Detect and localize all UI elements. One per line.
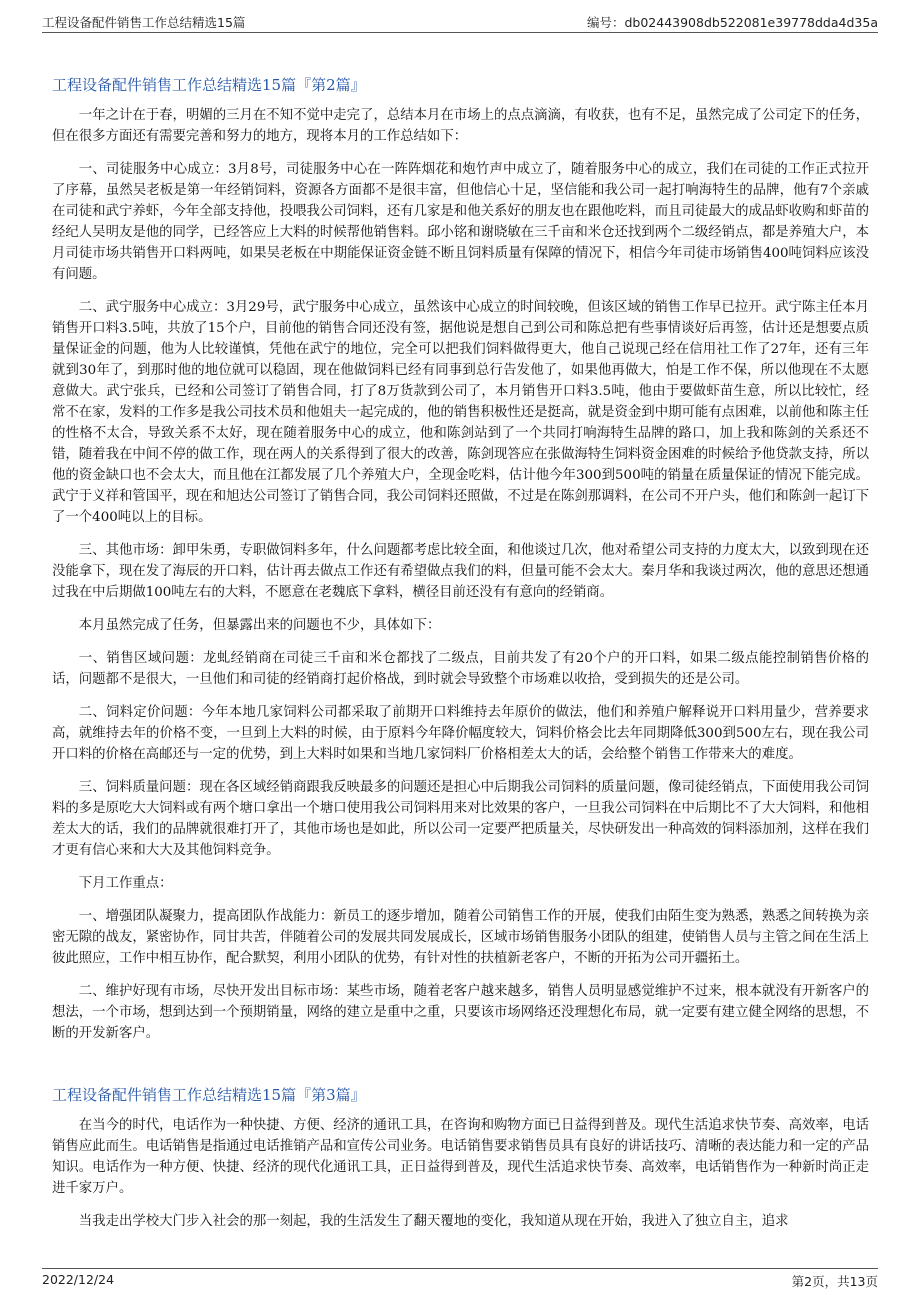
paragraph: 当我走出学校大门步入社会的那一刻起，我的生活发生了翻天覆地的变化，我知道从现在开始，我进入了独立自主，追求 — [78, 1214, 789, 1229]
paragraph: 一、司徒服务中心成立：3月8号，司徒服务中心在一阵阵烟花和炮竹声中成立了，随着服务中心的成立，我们在司徒的工作正式拉开了序幕，虽然吴老板是第一年经销饲料，资源各方面都不是很丰富，但他信心十足，坚信能和我公司一起打响海特生的品牌，他有7个亲戚在司徒和武宁养虾，今年全部支持他，投喂我公司饲料，还有几家是和他关系好的朋友也在跟他吃料，而且司徒最大的成品虾收购和虾苗的经纪人吴明友是他的同学，已经答应上大料的时候帮他销售料。邱小铭和谢晓敏在三千亩和米仓还找到两个二级经销点，都是养殖大户，本月司徒市场共销售开口料两吨，如果吴老板在中期能保证资金链不断且饲料质量有保障的情况下，相信今年司徒市场销售400吨饲料应该没有问题。 — [52, 162, 869, 282]
section-title: 工程设备配件销售工作总结精选15篇『第3篇』 — [52, 1086, 366, 1104]
document-title: 工程设备配件销售工作总结精选15篇 — [42, 15, 246, 30]
section-title: 工程设备配件销售工作总结精选15篇『第2篇』 — [52, 76, 366, 94]
section-2 — [52, 74, 869, 1044]
document-body — [52, 74, 869, 1272]
section-3 — [52, 1084, 869, 1232]
document-code: 编号：db02443908db522081e39778dda4d35a — [586, 15, 878, 30]
paragraph: 一、增强团队凝聚力，提高团队作战能力：新员工的逐步增加，随着公司销售工作的开展，使我们由陌生变为熟悉，熟悉之间转换为亲密无隙的战友，紧密协作，同甘共苦，伴随着公司的发展共同发展成长，区域市场销售服务小团队的组建，使销售人员与主管之间在生活上彼此照应，工作中相互协作，配合默契，利用小团队的优势，有针对性的扶植新老客户，不断的开拓为公司开疆拓土。 — [52, 909, 869, 966]
paragraph: 二、维护好现有市场，尽快开发出目标市场：某些市场，随着老客户越来越多，销售人员明显感觉维护不过来，根本就没有开新客户的想法，一个市场，想到达到一个预期销量，网络的建立是重中之重，只要该市场网络还没理想化布局，就一定要有建立健全网络的思想，不断的开发新客户。 — [52, 984, 869, 1041]
paragraph: 一年之计在于春，明媚的三月在不知不觉中走完了，总结本月在市场上的点点滴滴，有收获，也有不足，虽然完成了公司定下的任务，但在很多方面还有需要完善和努力的地方，现将本月的工作总结如下： — [52, 108, 869, 144]
paragraph: 二、武宁服务中心成立：3月29号，武宁服务中心成立，虽然该中心成立的时间较晚，但该区域的销售工作早已拉开。武宁陈主任本月销售开口料3.5吨，共放了15个户，目前他的销售合同还没有签，据他说是想自己到公司和陈总把有些事情谈好后再签，估计还是想要点质量保证金的问题，他为人比较谨慎，凭他在武宁的地位，完全可以把我们饲料做得更大，他自己说现己经在信用社工作了27年，还有三年就到30年了，到那时他的地位就可以稳固，现在他做饲料已经有同事到总行告发他了，如果他再做大，怕是工作不保，所以他现在不太愿意做大。武宁张兵，已经和公司签订了销售合同，打了8万货款到公司了，本月销售开口料3.5吨，他由于要做虾苗生意，所以比较忙，经常不在家，发料的工作多是我公司技术员和他姐夫一起完成的，他的销售积极性还是挺高，就是资金到中期可能有点困难，以前他和陈主任的性格不太合，导致关系不太好，现在随着服务中心的成立，他和陈剑站到了一个共同打响海特生品牌的路口，加上我和陈剑的关系还不错，随着我在中间不停的做工作，现在两人的关系得到了很大的改善，陈剑现答应在张做海特生饲料资金困难的时候给予他贷款支持，所以他的资金缺口也不会太大，而且他在江都发展了几个养殖大户，全现金吃料，估计他今年300到500吨的销量在质量保证的情况下能完成。武宁于义祥和管国平，现在和旭达公司签订了销售合同，我公司饲料还照做，不过是在陈剑那调料，在公司不开户头，他们和陈剑一起订下了一个400吨以上的目标。 — [52, 300, 869, 525]
paragraph: 二、饲料定价问题：今年本地几家饲料公司都采取了前期开口料维持去年原价的做法，他们和养殖户解释说开口料用量少，营养要求高，就维持去年的价格不变，一旦到上大料的时候，由于原料今年降价幅度较大，饲料价格会比去年同期降低300到500左右，现在我公司开口料的价格在高邮还与一定的优势，到上大料时如果和当地几家饲料厂价格相差太大的话，会给整个销售工作带来大的难度。 — [52, 705, 869, 762]
paragraph: 下月工作重点： — [78, 876, 173, 891]
page-header — [42, 10, 878, 33]
paragraph: 本月虽然完成了任务，但暴露出来的问题也不少，具体如下： — [78, 618, 441, 633]
paragraph: 在当今的时代，电话作为一种快捷、方便、经济的通讯工具，在咨询和购物方面已日益得到普及。现代生活追求快节奏、高效率，电话销售应此而生。电话销售是指通过电话推销产品和宣传公司业务。电话销售要求销售员具有良好的讲话技巧、清晰的表达能力和一定的产品知识。电话作为一种方便、快捷、经济的现代化通讯工具，正日益得到普及，现代生活追求快节奏、高效率，电话销售作为一种新时尚正走进千家万户。 — [52, 1118, 869, 1196]
paragraph: 三、饲料质量问题：现在各区域经销商跟我反映最多的问题还是担心中后期我公司饲料的质量问题，像司徒经销点，下面使用我公司饲料的多是原吃大大饲料或有两个塘口拿出一个塘口使用我公司饲料用来对比效果的客户，一旦我公司饲料在中后期比不了大大饲料，和他相差太大的话，我们的品牌就很难打开了，其他市场也是如此，所以公司一定要严把质量关，尽快研发出一种高效的饲料添加剂，这样在我们才更有信心来和大大及其他饲料竞争。 — [52, 780, 869, 858]
paragraph: 三、其他市场：卸甲朱勇，专职做饲料多年，什么问题都考虑比较全面，和他谈过几次，他对希望公司支持的力度太大，以致到现在还没能拿下，现在发了海辰的开口料，估计再去做点工作还有希望做点我们的料，但量可能不会太大。秦月华和我谈过两次，他的意思还想通过我在中后期做100吨左右的大料，不愿意在老魏底下拿料，横径目前还没有有意向的经销商。 — [52, 543, 869, 600]
footer-date: 2022/12/24 — [42, 1272, 115, 1287]
page-number: 第2页，共13页 — [791, 1274, 878, 1289]
paragraph: 一、销售区域问题：龙虬经销商在司徒三千亩和米仓都找了二级点，目前共发了有20个户的开口料，如果二级点能控制销售价格的话，问题都不是很大，一旦他们和司徒的经销商打起价格战，到时就会导致整个市场难以收拾，受到损失的还是公司。 — [52, 651, 869, 687]
page-footer — [42, 1268, 878, 1291]
